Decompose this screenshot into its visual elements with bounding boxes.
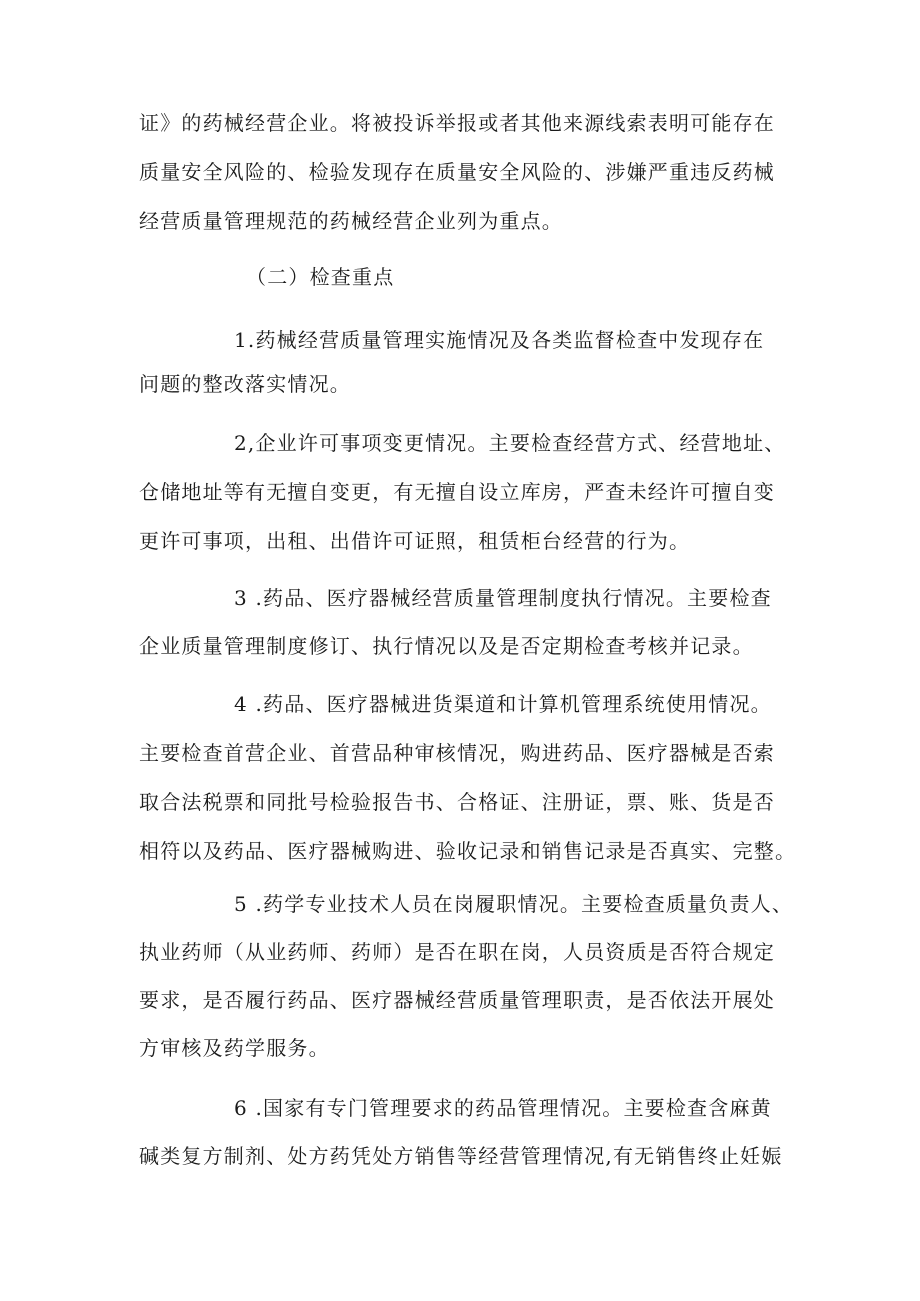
item-6-text: 6 .国家有专门管理要求的药品管理情况。主要检查含麻黄 — [234, 1096, 772, 1120]
text-line: 相符以及药品、医疗器械购进、验收记录和销售记录是否真实、完整。 — [139, 839, 797, 863]
text-line: 执业药师（从业药师、药师）是否在职在岗，人员资质是否符合规定 — [139, 940, 775, 964]
text-line: 要求，是否履行药品、医疗器械经营质量管理职责，是否依法开展处 — [139, 988, 775, 1012]
text-line: 仓储地址等有无擅自变更，有无擅自设立库房，严查未经许可擅自变 — [139, 480, 775, 504]
text-line: 主要检查首营企业、首营品种审核情况，购进药品、医疗器械是否索 — [139, 741, 775, 765]
text-line: 企业质量管理制度修订、执行情况以及是否定期检查考核并记录。 — [139, 634, 754, 658]
text-line: 质量安全风险的、检验发现存在质量安全风险的、涉嫌严重违反药械 — [139, 160, 775, 184]
text-line: 更许可事项，出租、出借许可证照，租赁柜台经营的行为。 — [139, 529, 691, 553]
item-3-text: 3 .药品、医疗器械经营质量管理制度执行情况。主要检查 — [234, 586, 772, 610]
item-5-text: 5 .药学专业技术人员在岗履职情况。主要检查质量负责人、 — [234, 892, 794, 916]
section-heading: （二）检查重点 — [246, 265, 395, 289]
item-4-text: 4 .药品、医疗器械进货渠道和计算机管理系统使用情况。 — [234, 692, 772, 716]
item-1-text: 1.药械经营质量管理实施情况及各类监督检查中发现存在 — [234, 328, 765, 352]
text-line: 经营质量管理规范的药械经营企业列为重点。 — [139, 209, 563, 233]
text-line: 取合法税票和同批号检验报告书、合格证、注册证，票、账、货是否 — [139, 790, 775, 814]
text-line: 证》的药械经营企业。将被投诉举报或者其他来源线索表明可能存在 — [139, 111, 775, 135]
item-2-text: 2,企业许可事项变更情况。主要检查经营方式、经营地址、 — [234, 431, 786, 455]
text-line: 问题的整改落实情况。 — [139, 372, 351, 396]
text-line: 方审核及药学服务。 — [139, 1036, 330, 1060]
text-line: 碱类复方制剂、处方药凭处方销售等经营管理情况,有无销售终止妊娠 — [139, 1144, 783, 1168]
